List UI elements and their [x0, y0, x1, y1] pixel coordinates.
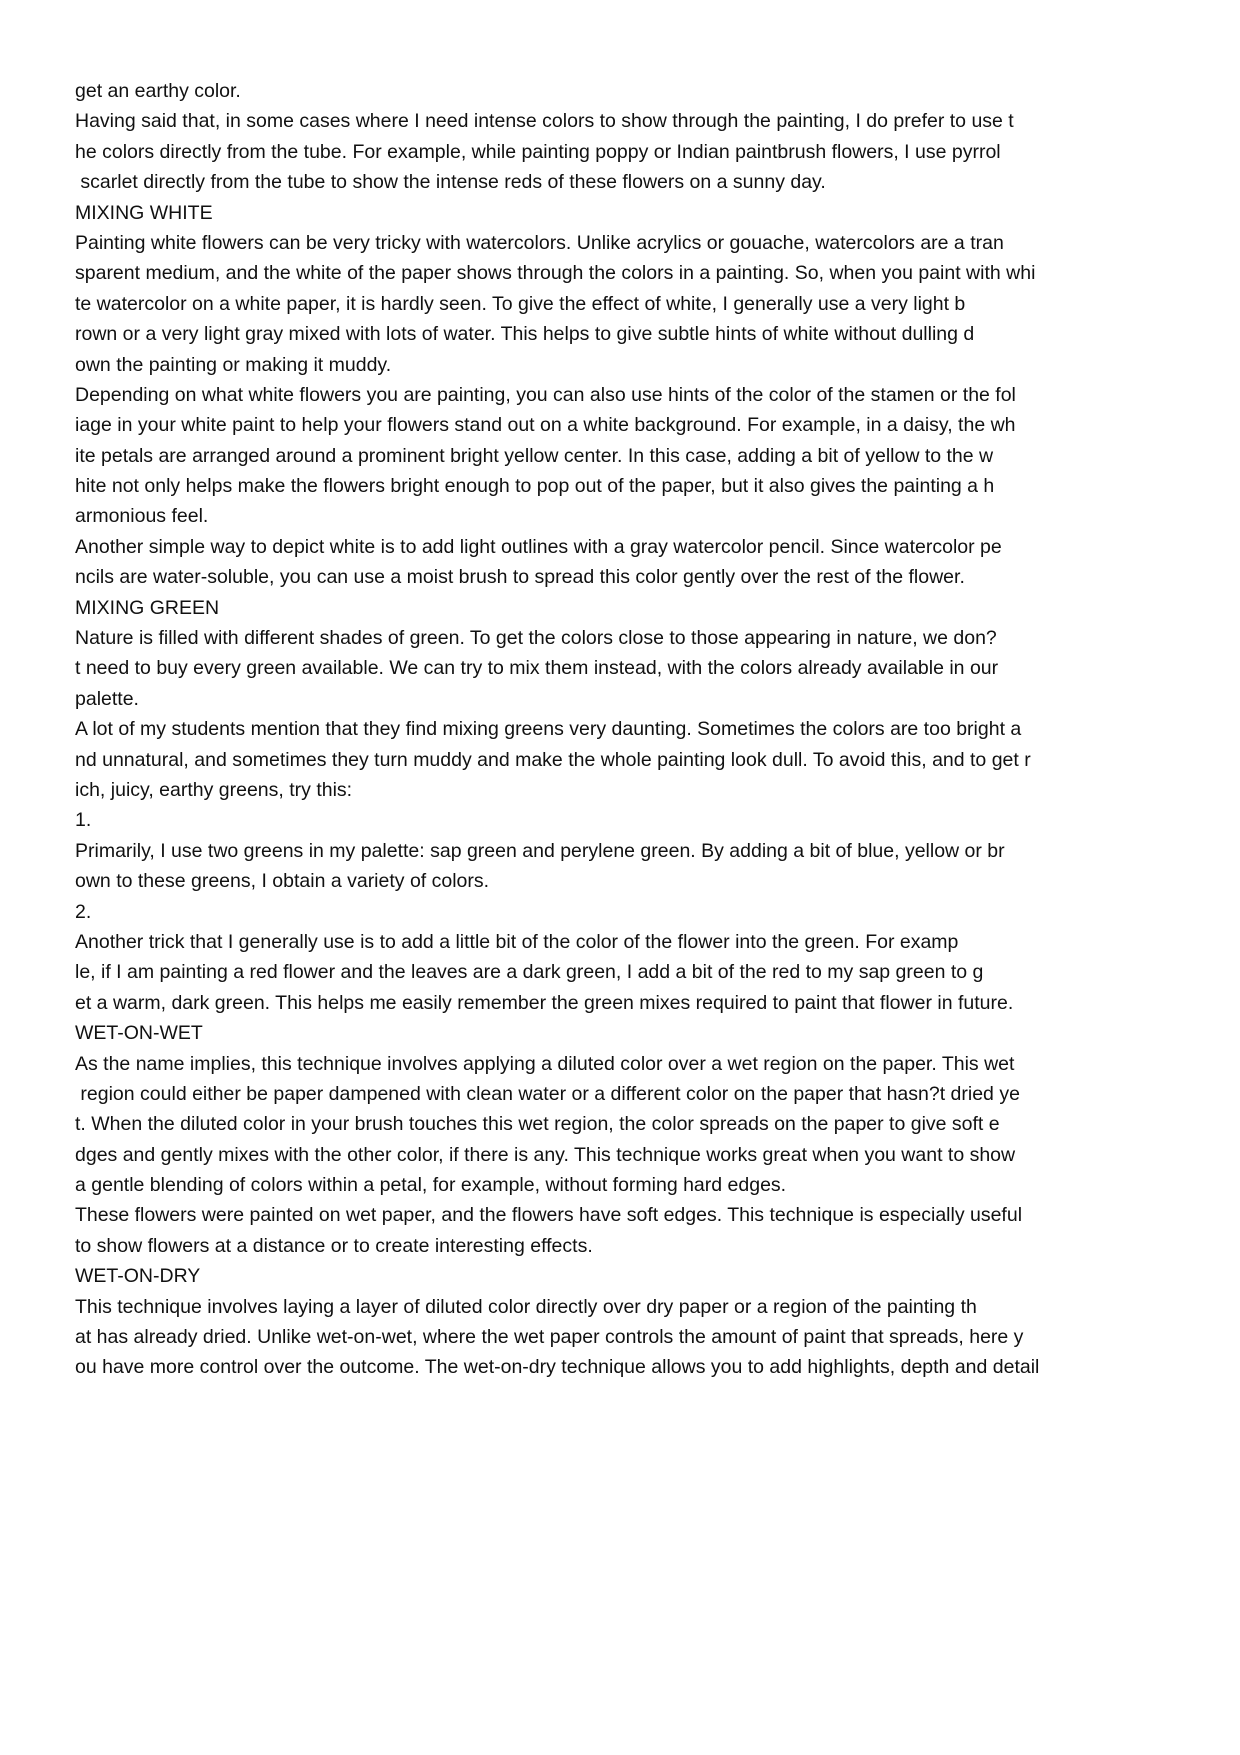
text-line: he colors directly from the tube. For example, while painting poppy or Indian paintbrush flowers, I use pyrrol [75, 140, 1001, 163]
text-line: le, if I am painting a red flower and the leaves are a dark green, I add a bit of the red to my sap green to g [75, 961, 984, 984]
text-line: Primarily, I use two greens in my palette: sap green and perylene green. By adding a bit of blue, yellow or br [75, 839, 1005, 862]
text-line: nd unnatural, and sometimes they turn muddy and make the whole painting look dull. To avoid this, and to get r [75, 748, 1031, 771]
text-line: at has already dried. Unlike wet-on-wet, where the wet paper controls the amount of paint that spreads, here y [75, 1326, 1024, 1349]
text-line: region could either be paper dampened with clean water or a different color on the paper that hasn?t dried ye [75, 1082, 1020, 1105]
text-line: Nature is filled with different shades of green. To get the colors close to those appearing in nature, we don? [75, 627, 997, 650]
text-line: get an earthy color. [75, 80, 241, 102]
section-heading-wet-on-wet: WET-ON-WET [75, 1022, 203, 1045]
text-line: As the name implies, this technique involves applying a diluted color over a wet region on the paper. This wet [75, 1052, 1015, 1075]
text-line: te watercolor on a white paper, it is hardly seen. To give the effect of white, I generally use a very light b [75, 292, 966, 315]
text-line: Depending on what white flowers you are painting, you can also use hints of the color of the stamen or the fol [75, 383, 1016, 406]
text-line: scarlet directly from the tube to show the intense reds of these flowers on a sunny day. [75, 171, 826, 194]
text-line: own the painting or making it muddy. [75, 353, 392, 376]
text-line: sparent medium, and the white of the paper shows through the colors in a painting. So, when you paint with whi [75, 262, 1036, 285]
text-line: iage in your white paint to help your flowers stand out on a white background. For example, in a daisy, the wh [75, 414, 1016, 437]
text-line: a gentle blending of colors within a petal, for example, without forming hard edges. [75, 1174, 787, 1197]
text-line: rown or a very light gray mixed with lots of water. This helps to give subtle hints of white without dulling d [75, 323, 975, 346]
text-line: ich, juicy, earthy greens, try this: [75, 778, 353, 801]
text-line: These flowers were painted on wet paper, and the flowers have soft edges. This technique is especially useful [75, 1204, 1023, 1227]
text-line: et a warm, dark green. This helps me easily remember the green mixes required to paint that flower in future. [75, 991, 1014, 1014]
text-line: Painting white flowers can be very tricky with watercolors. Unlike acrylics or gouache, watercolors are a tran [75, 231, 1004, 254]
text-line: to show flowers at a distance or to create interesting effects. [75, 1234, 593, 1257]
text-line: own to these greens, I obtain a variety of colors. [75, 870, 490, 893]
text-line: Having said that, in some cases where I need intense colors to show through the painting, I do prefer to use t [75, 110, 1014, 133]
text-line: Another trick that I generally use is to add a little bit of the color of the flower into the green. For examp [75, 930, 959, 953]
section-heading-mixing-green: MIXING GREEN [75, 596, 220, 619]
text-line: armonious feel. [75, 505, 209, 528]
section-heading-mixing-white: MIXING WHITE [75, 201, 213, 224]
document-body [75, 76, 1205, 1383]
text-line: This technique involves laying a layer of diluted color directly over dry paper or a region of the painting th [75, 1295, 977, 1318]
text-line: ncils are water-soluble, you can use a moist brush to spread this color gently over the rest of the flower. [75, 566, 965, 589]
section-heading-wet-on-dry: WET-ON-DRY [75, 1265, 201, 1288]
list-number: 1. [75, 809, 92, 832]
list-number: 2. [75, 900, 92, 923]
text-line: Another simple way to depict white is to add light outlines with a gray watercolor pencil. Since watercolor pe [75, 535, 1002, 558]
text-line: dges and gently mixes with the other color, if there is any. This technique works great when you want to show [75, 1143, 1016, 1166]
text-line: t. When the diluted color in your brush touches this wet region, the color spreads on the paper to give soft e [75, 1113, 1000, 1136]
text-line: hite not only helps make the flowers bright enough to pop out of the paper, but it also gives the painting a h [75, 475, 995, 498]
text-line: t need to buy every green available. We can try to mix them instead, with the colors already available in our [75, 657, 999, 680]
text-line: palette. [75, 687, 139, 710]
text-line: A lot of my students mention that they find mixing greens very daunting. Sometimes the colors are too bright a [75, 718, 1022, 741]
text-line: ite petals are arranged around a prominent bright yellow center. In this case, adding a bit of yellow to the w [75, 444, 994, 467]
text-line: ou have more control over the outcome. The wet-on-dry technique allows you to add highlights, depth and detail [75, 1356, 1040, 1379]
